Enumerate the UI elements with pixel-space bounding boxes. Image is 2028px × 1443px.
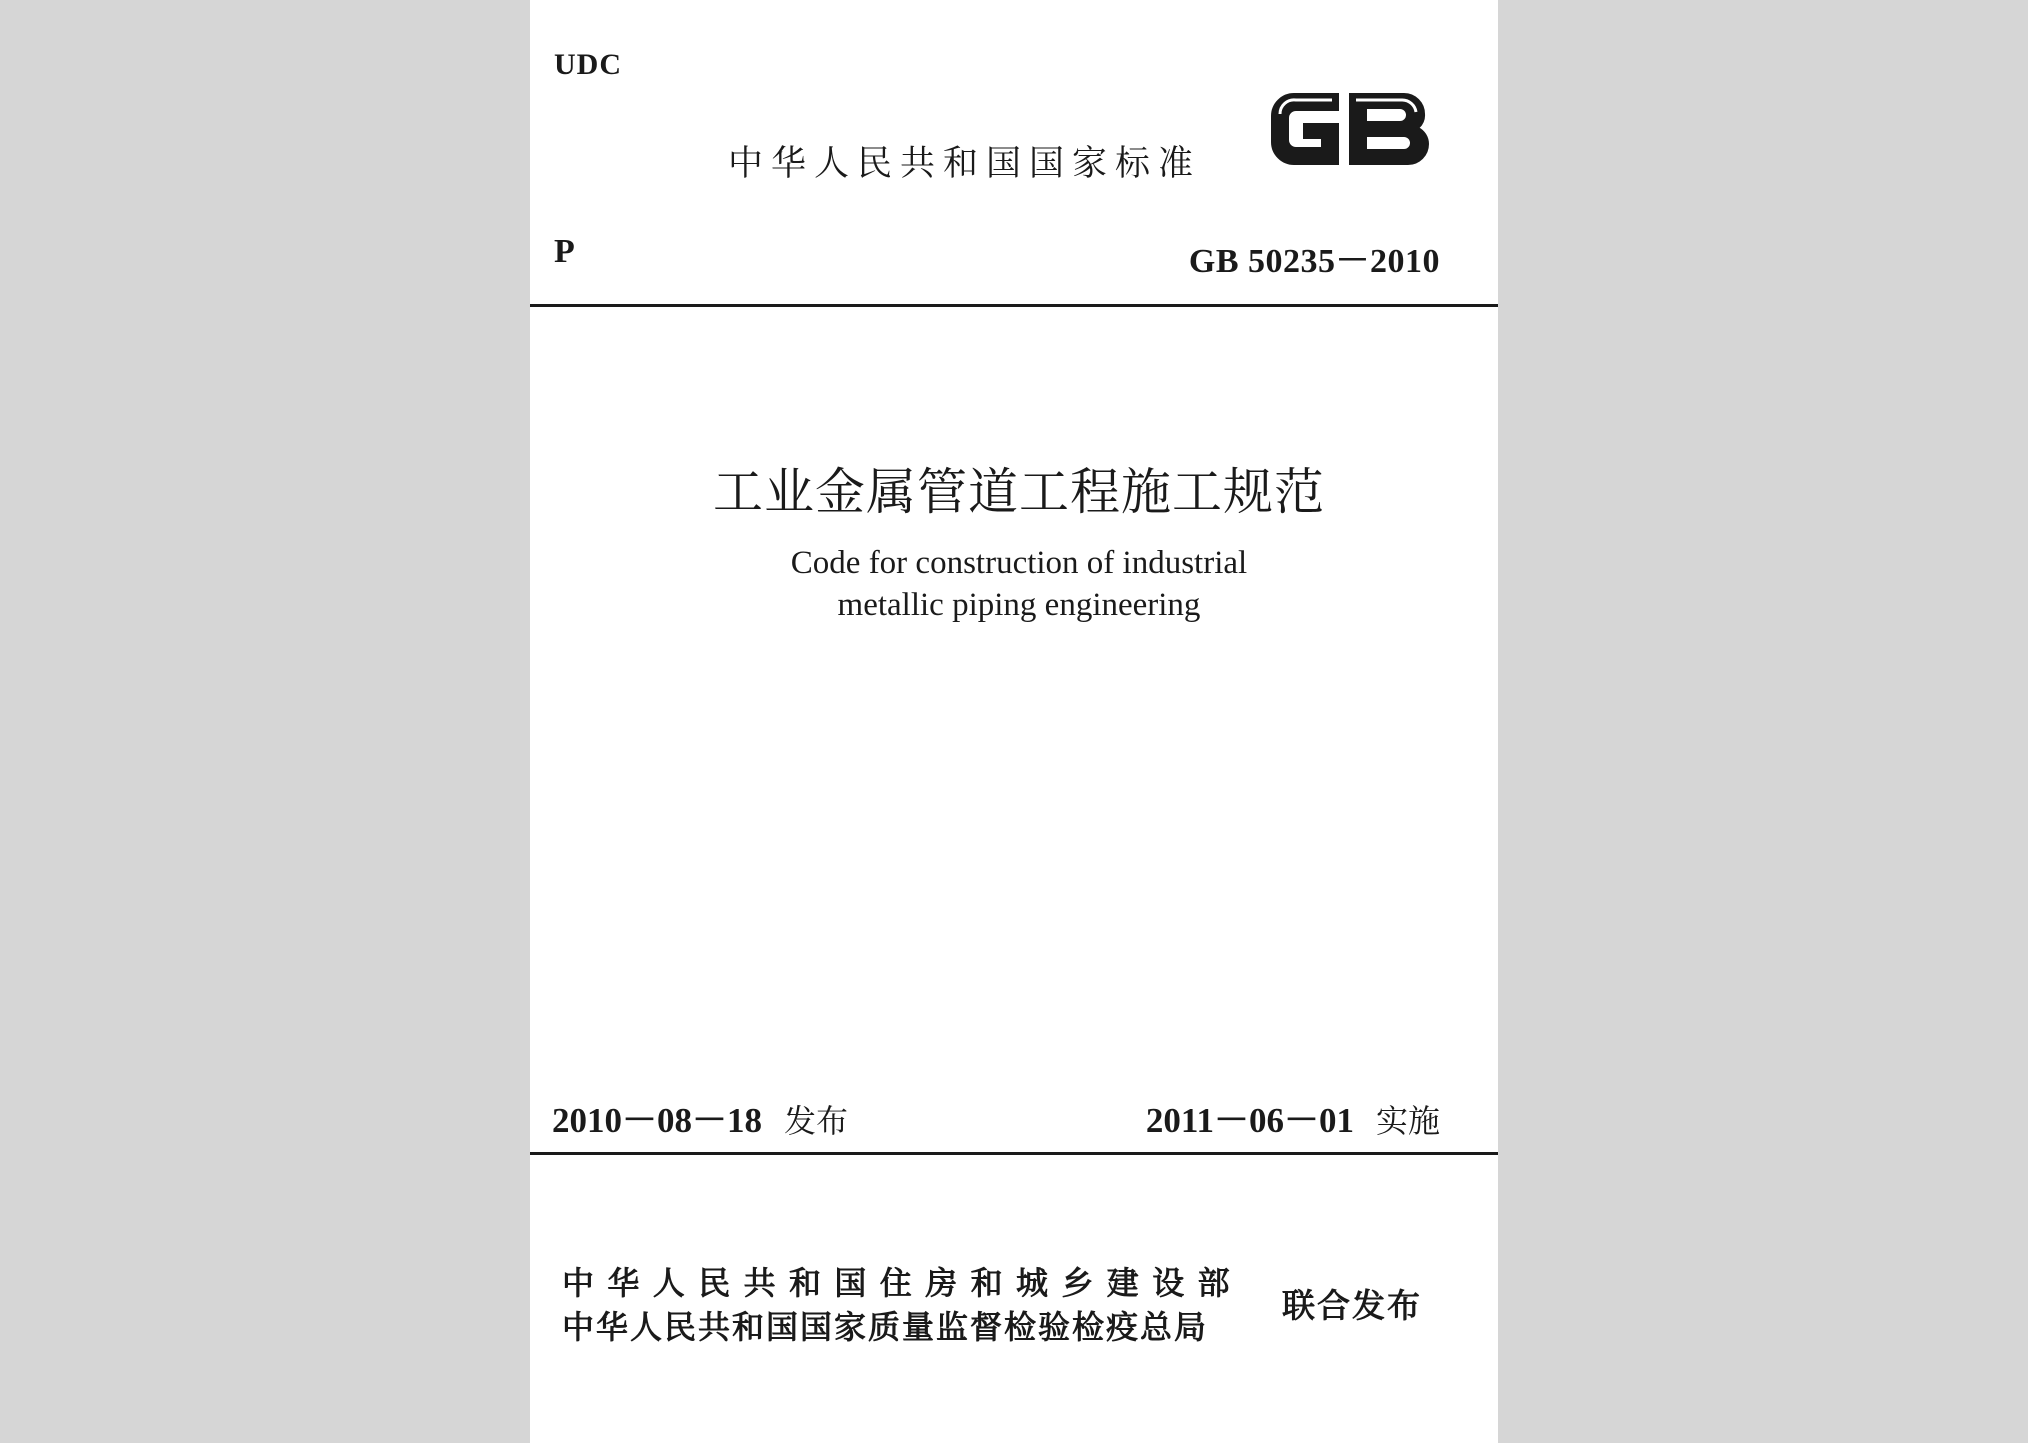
classification-code: P bbox=[554, 233, 575, 270]
issue-label: 发布 bbox=[784, 1102, 849, 1140]
bottom-divider bbox=[530, 1152, 1498, 1155]
title-english-line-2: metallic piping engineering bbox=[837, 587, 1201, 623]
issue-date-block bbox=[552, 1093, 848, 1143]
joint-release-label: 联合发布 bbox=[1282, 1286, 1422, 1325]
udc-label: UDC bbox=[554, 48, 622, 81]
standard-number: GB 50235－2010 bbox=[1188, 243, 1440, 280]
title-english-line-1: Code for construction of industrial bbox=[790, 545, 1248, 581]
national-standard-heading: 中华人民共和国国家标准 bbox=[728, 144, 1202, 184]
top-divider bbox=[530, 304, 1498, 307]
title-chinese: 工业金属管道工程施工规范 bbox=[713, 463, 1325, 521]
publisher-ministry: 中华人民共和国住房和城乡建设部 bbox=[562, 1264, 1244, 1302]
standard-cover-page bbox=[530, 0, 1498, 1443]
publisher-aqsiq: 中华人民共和国国家质量监督检验检疫总局 bbox=[562, 1308, 1209, 1346]
gb-logo-icon bbox=[1260, 80, 1440, 178]
implementation-date: 2011－06－01 bbox=[1145, 1101, 1354, 1140]
implementation-label: 实施 bbox=[1375, 1102, 1440, 1140]
issue-date: 2010－08－18 bbox=[552, 1101, 763, 1140]
implementation-date-block bbox=[1146, 1093, 1440, 1143]
